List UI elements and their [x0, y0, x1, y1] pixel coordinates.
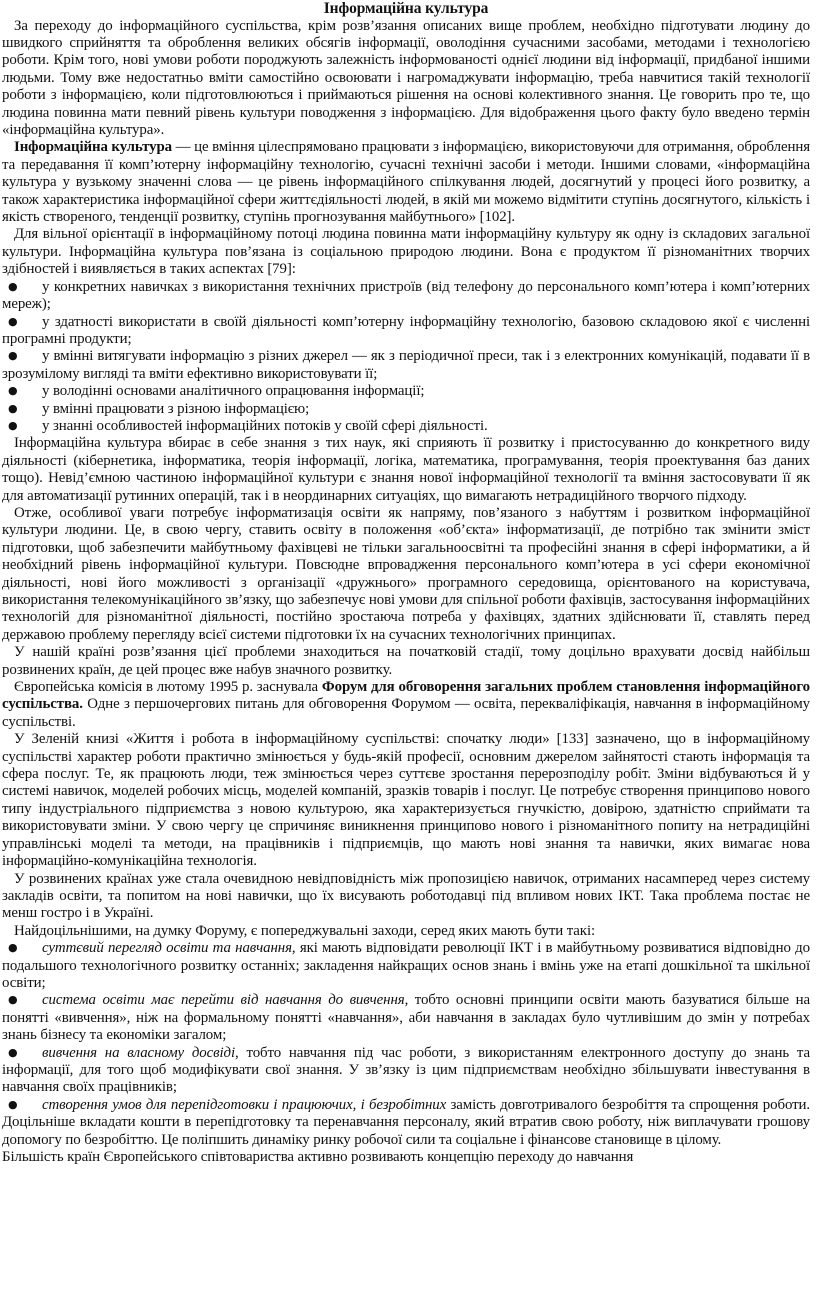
paragraph-4: Інформаційна культура вбирає в себе знання з тих наук, які сприяють її розвитку і пристосуванню до конкретного виду діяльності (кібернетика, інформатика, теорія інформації, логіка, математика, програмування, теорія проектування баз даних тощо). Невід’ємною частиною інформаційної культури є знання нової інформаційної технології та вміння застосовувати її як для автоматизації рутинних операцій, так і в неординарних ситуаціях, що вимагають нетрадиційного творчого підходу. — [2, 435, 810, 504]
paragraph-5: Отже, особливої уваги потребує інформатизація освіти як напряму, пов’язаного з набуттям і розвитком інформаційної культури людини. Це, в свою чергу, ставить освіту в положення «об’єкта» інформатизації, де потрібно так змінити зміст підготовки, щоб забезпечити майбутньому фахівцеві не тільки загальноосвітні та професійні знання в сфері інформатики, а й необхідний рівень інформаційної культури. Повсюдне впровадження персонального комп’ютера в усі сфери економічної діяльності, нові його можливості з організації «дружнього» програмного середовища, орієнтованого на користувача, використання телекомунікаційного зв’язку, що забезпечує нові умови для спільної роботи фахівців, застосування інформаційних технологій для різноманітної діяльності, постійно зростаюча потреба у фахівцях, здатних здійснювати її, ставлять перед державою проблему перегляду всієї системи підготовки їх на сучасних технологічних принципах. — [2, 504, 810, 643]
page-title: Інформаційна культура — [323, 0, 489, 17]
measures-list — [2, 940, 810, 1149]
list-item: ● вивчення на власному досвіді, тобто навчання під час роботи, з використанням електронного доступу до знань та інформації, для того щоб модифікувати свої знання. У зв’язку із цим підприємствам необхідно збільшувати інвестування в навчання своїх працівників; — [2, 1045, 810, 1097]
list-item: ● у вмінні працювати з різною інформацією; — [2, 401, 810, 418]
forum-name: Форум для обговорення загальних проблем становлення інформаційного суспільства. — [2, 679, 811, 713]
paragraph-8: У Зеленій книзі «Життя і робота в інформаційному суспільстві: спочатку люди» [133] зазначено, що в інформаційному суспільстві характер роботи практично змінюється у будь-якій професії, основним джерелом зайнятості стають інформація та сфера послуг. Те, як працюють люди, теж змінюється через суттєве зростання перерозподілу робіт. Зміни відбуваються й у системі навичок, моделей робочих місць, моделей компаній, зразків товарів і послуг. Це потребує створення принципово нового типу індустріального підприємства з новою культурою, яка характеризується гнучкістю, довірою, здатністю сприймати та використовувати зміни. У свою чергу це спричиняє виникнення принципово нового і різноманітного попиту на нетрадиційні управлінські моделі та методи, на працівників і підприємців, що мають нові знання та навички, яких вимагає нова інформаційно-комунікаційна технологія. — [2, 731, 810, 870]
aspects-list — [2, 279, 810, 436]
paragraph-3: Для вільної орієнтації в інформаційному потоці людина повинна мати інформаційну культуру як одну із складових загальної культури. Інформаційна культура пов’язана із соціальною природою людини. Вона є продуктом її різноманітних творчих здібностей і виявляється в таких аспектах [79]: — [2, 226, 810, 278]
list-item: ● у володінні основами аналітичного опрацювання інформації; — [2, 383, 810, 400]
term-info-culture: Інформаційна культура — [14, 139, 173, 156]
list-item: ● у здатності використати в своїй діяльності комп’ютерну інформаційну технологію, базовою складовою якої є численні програмні продукти; — [2, 314, 810, 349]
list-item: ● створення умов для перепідготовки і працюючих, і безробітних замість довготривалого безробіття та спрощення роботи. Доцільніше вкладати кошти в перепідготовку та перенавчання персоналу, який втратив свою роботу, ніж виплачувати грошову допомогу по безробіттю. Це поліпшить динаміку ринку робочої сили та соціальне і фінансове становище в цілому. — [2, 1097, 810, 1149]
paragraph-10: Найдоцільнішими, на думку Форуму, є попереджувальні заходи, серед яких мають бути такі: — [14, 922, 596, 939]
paragraph-2 — [2, 139, 810, 226]
list-item: ● у конкретних навичках з використання технічних пристроїв (від телефону до персонального комп’ютера і комп’ютерних мереж); — [2, 279, 810, 314]
paragraph-6: У нашій країні розв’язання цієї проблеми знаходиться на початковій стадії, тому доцільно врахувати досвід найбільш розвинених країн, де цей процес вже набув значного розвитку. — [2, 644, 810, 678]
paragraph-11: Більшість країн Європейського співтовариства активно розвивають концепцію переходу до навчання — [2, 1149, 634, 1165]
list-item: ● система освіти має перейти від навчання до вивчення, тобто основні принципи освіти мають базуватися більше на понятті «вивчення», ніж на формальному понятті «навчання», аби навчання в закладах було чутливішим до змін у потребах знань бізнесу та економіки загалом; — [2, 992, 810, 1044]
list-item: ● у знанні особливостей інформаційних потоків у своїй сфері діяльності. — [2, 418, 810, 435]
paragraph-1: За переходу до інформаційного суспільства, крім розв’язання описаних вище проблем, необхідно підготувати людину до швидкого сприйняття та оброблення великих обсягів інформації, оволодіння сучасними засобами, методами і технологією роботи. Крім того, нові умови роботи породжують залежність інформованості однієї людини від інформації, придбаної іншими людьми. Тому вже недостатньо вміти самостійно освоювати і нагромаджувати інформацію, треба навчитися такій технології роботи з інформацією, коли підготовлюються і приймаються рішення на основі колективного знання. Це говорить про те, що людина повинна мати певний рівень культури поводження з інформацією. Для відображення цього факту було введено термін «інформаційна культура». — [2, 17, 810, 139]
paragraph-9: У розвинених країнах уже стала очевидною невідповідність між пропозицією навичок, отриманих насамперед через систему закладів освіти, та попитом на нові навички, що їх висувають роботодавці під впливом нових ІКТ. Така проблема постає не менш гостро і в Україні. — [2, 870, 810, 922]
list-item: ● суттєвий перегляд освіти та навчання, які мають відповідати революції ІКТ і в майбутньому розвиватися відповідно до подальшого технологічного розвитку останніх; закладення найкращих основ знань і вмінь уже на етапі дошкільної та шкільної освіти; — [2, 940, 810, 992]
list-item: ● у вмінні витягувати інформацію з різних джерел — як з періодичної преси, так і з електронних комунікацій, подавати її в зрозумілому вигляді та вміти ефективно використовувати її; — [2, 348, 810, 383]
paragraph-7: Європейська комісія в лютому 1995 р. заснувала Форум для обговорення загальних проблем становлення інформаційного суспільства. Одне з першочергових питань для обговорення Форумом — освіта, перекваліфікація, навчання в інформаційному суспільстві. — [2, 679, 811, 730]
paragraph-2-text: — це вміння цілеспрямовано працювати з інформацією, використовуючи для отримання, оброблення та передавання її комп’ютерну інформаційну технологію, сучасні технічні засоби і методи. Іншими словами, «інформаційна культура у вузькому значенні слова — це рівень інформаційного спілкування людей, досягнутий у процесі його розвитку, а також характеристика інформаційної сфери життєдіяльності людей, в якій ми можемо відмітити ступінь досягнутого, кількість і якість створеного, тенденції розвитку, ступінь прогнозування майбутнього» [102]. — [2, 139, 810, 226]
